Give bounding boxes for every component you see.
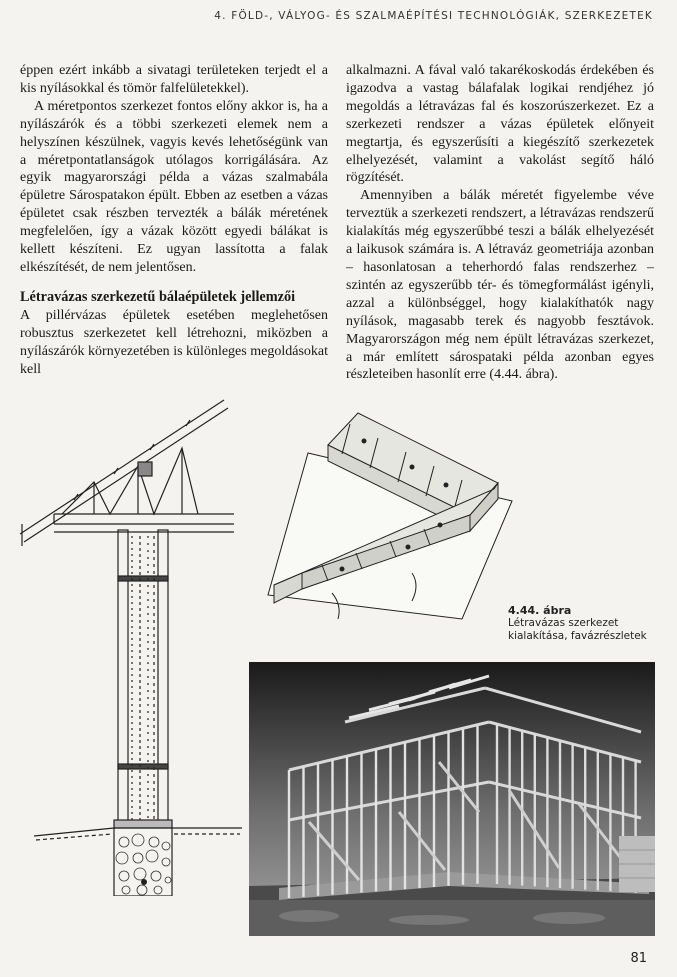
left-paragraph-2: A méretpontos szerkezet fontos előny akkor is, ha a nyílászárók és a többi szerkezeti elemek nem a helyszínen készülnek, vagyis kevés lehetőségünk van a méretpontatlanságok utólagos korrigálására. Az egyik magyarországi példa a vázas szalmabála épületre Sárospatakon épült. Ebben az esetben a vázas épületet csak részben tervezték a bálák méretének megfelelően, így a vázak között egyedi bálákat is kellett készíteni. Ez ugyan lassította a falak elkészítését, de nem jelentősen.	[20, 98, 328, 275]
right-column	[346, 62, 654, 384]
ladder-frame-isometric-drawing	[262, 405, 530, 640]
section-heading: Létravázas szerkezetű bálaépületek jellemzői	[20, 288, 296, 305]
figure-number: 4.44. ábra	[508, 604, 572, 617]
page-number: 81	[630, 951, 647, 966]
left-column	[20, 62, 328, 378]
figure-caption	[508, 604, 668, 643]
figure-caption-text: Létravázas szerkezet kialakítása, favázrészletek	[508, 617, 647, 642]
right-paragraph-2: Amennyiben a bálák méretét figyelembe véve terveztük a szerkezeti rendszert, a létravázas rendszerű kialakítás még egyszerűbbé teszi a bálák elhelyezését a laikusok számára is. A létraváz geometriája azonban – hasonlatosan a teherhordó falas rendszerhez – szintén az egyszerűbb tér- és tömegformálást igényli, azzal a különbséggel, hogy kialakíthatók nagy nyílások, magasabb terek és nagyobb fesztávok. Magyarországon még nem épült létravázas szerkezet, a már említett sárospataki példa azonban egyes részleteiben hasonlít erre (4.44. ábra).	[346, 188, 654, 383]
left-paragraph-1: éppen ezért inkább a sivatagi területeken terjedt el a kis nyílásokkal és tömör falfelületekkel).	[20, 63, 328, 96]
running-head: 4. FÖLD-, VÁLYOG- ÉS SZALMAÉPÍTÉSI TECHNOLÓGIÁK, SZERKEZETEK	[214, 10, 653, 22]
construction-photo	[249, 662, 655, 936]
wall-section-drawing	[14, 396, 246, 896]
right-paragraph-1: alkalmazni. A fával való takarékoskodás érdekében és igazodva a vastag bálafalak logikai rendjéhez jó megoldás a létravázas fal és koszorúszerkezet. Ez a szerkezeti rendszer a vázas épületek előnyeit megtartja, és egyszerűsíti a kiegészítő szerkezetek elhelyezését, valamint a vakolást segítő háló rögzítését.	[346, 63, 654, 186]
left-paragraph-3: A pillérvázas épületek esetében meglehetősen robusztus szerkezetet kell létrehozni, miközben a nyílászárók környezetében is különleges megoldásokat kell	[20, 307, 328, 377]
